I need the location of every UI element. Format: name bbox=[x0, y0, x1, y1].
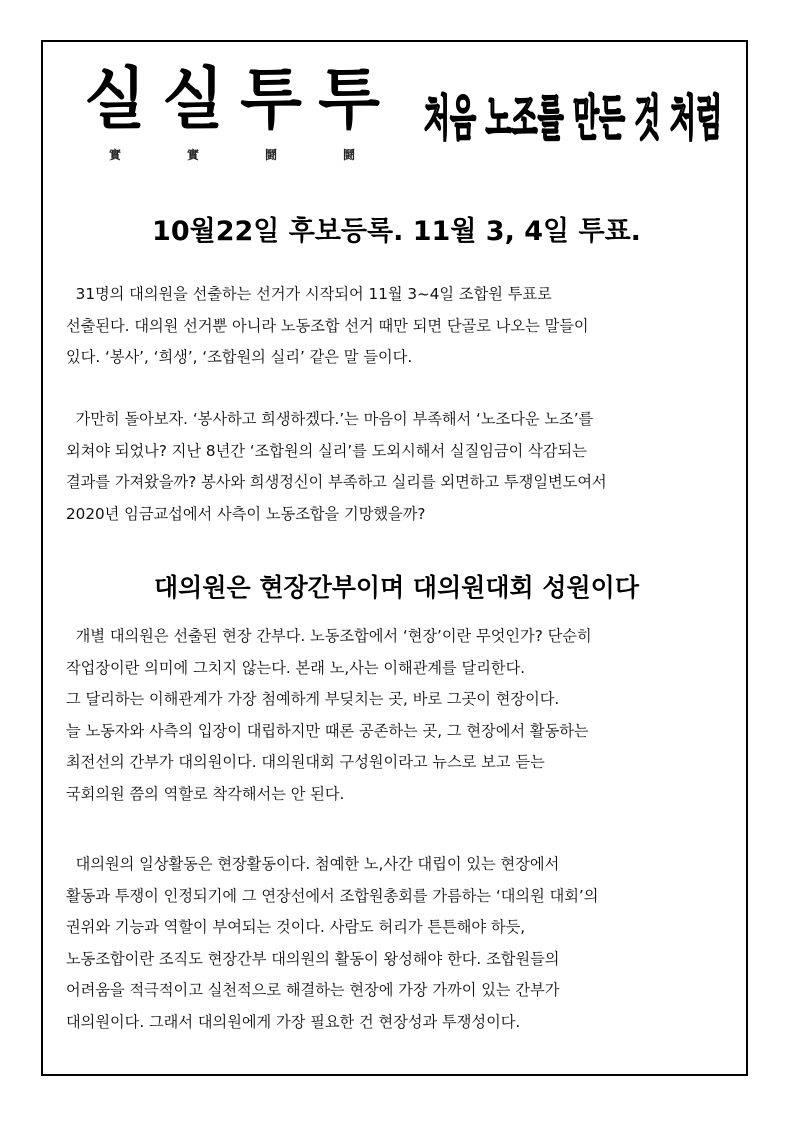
masthead-title bbox=[78, 62, 386, 138]
paragraph bbox=[66, 621, 731, 810]
masthead-title-char: 투 bbox=[318, 61, 380, 139]
paragraph-line: 있다. ‘봉사’, ‘희생’, ‘조합원의 실리’ 같은 말 들이다. bbox=[66, 348, 413, 366]
paragraph-line: 선출된다. 대의원 선거뿐 아니라 노동조합 선거 때만 되면 단골로 나오는 말들이 bbox=[66, 316, 589, 335]
masthead-hanja-char: 鬪 bbox=[342, 148, 355, 162]
paragraph-line: 노동조합이란 조직도 현장간부 대의원의 활동이 왕성해야 한다. 조합원들의 bbox=[66, 949, 560, 968]
paragraph-line: 31명의 대의원을 선출하는 선거가 시작되어 11월 3~4일 조합원 투표로 bbox=[66, 285, 552, 303]
paragraph-line: 외쳐야 되었나? 지난 8년간 ‘조합원의 실리’를 도외시해서 실질임금이 삭감되는 bbox=[66, 441, 587, 460]
headline: 10월22일 후보등록. 11월 3, 4일 투표. bbox=[152, 216, 641, 247]
paragraph-line: 그 달리하는 이해관계가 가장 첨예하게 부딪치는 곳, 바로 그곳이 현장이다. bbox=[66, 690, 560, 708]
slogan-wordart bbox=[418, 62, 728, 172]
paragraph-line: 작업장이란 의미에 그치지 않는다. 본래 노,사는 이해관계를 달리한다. bbox=[66, 658, 526, 677]
masthead-hanja-char: 實 bbox=[108, 148, 121, 162]
masthead-hanja-char: 實 bbox=[186, 148, 199, 162]
slogan-text: 처음 노조를 만든 것 처럼 bbox=[424, 90, 722, 147]
paragraph-line: 개별 대의원은 선출된 현장 간부다. 노동조합에서 ‘현장’이란 무엇인가? 단순히 bbox=[66, 627, 592, 645]
masthead-title-char: 실 bbox=[84, 61, 146, 139]
paragraph-line: 활동과 투쟁이 인정되기에 그 연장선에서 조합원총회를 가름하는 ‘대의원 대회’의 bbox=[66, 886, 599, 905]
paragraph-line: 대의원의 일상활동은 현장활동이다. 첨예한 노,사간 대립이 있는 현장에서 bbox=[66, 855, 560, 873]
masthead-title-char: 실 bbox=[162, 61, 224, 139]
paragraph-line: 늘 노동자와 사측의 입장이 대립하지만 때론 공존하는 곳, 그 현장에서 활동하는 bbox=[66, 721, 589, 740]
paragraph-line: 국회의원 쯤의 역할로 착각해서는 안 된다. bbox=[66, 784, 345, 803]
paragraph-line: 가만히 돌아보자. ‘봉사하고 희생하겠다.’는 마음이 부족해서 ‘노조다운 노조’를 bbox=[66, 410, 594, 428]
paragraph bbox=[66, 849, 731, 1038]
paragraph-line: 최전선의 간부가 대의원이다. 대의원대회 구성원이라고 뉴스로 보고 듣는 bbox=[66, 753, 545, 771]
paragraph-line: 어려움을 적극적이고 실천적으로 해결하는 현장에 가장 가까이 있는 간부가 bbox=[66, 981, 560, 999]
masthead-title-char: 투 bbox=[240, 61, 302, 139]
masthead-hanja bbox=[78, 146, 386, 163]
subheadline: 대의원은 현장간부이며 대의원대회 성원이다 bbox=[154, 573, 639, 602]
paragraph bbox=[66, 404, 731, 530]
paragraph bbox=[66, 279, 731, 374]
paragraph-line: 2020년 임금교섭에서 사측이 노동조합을 기망했을까? bbox=[66, 504, 426, 523]
paragraph-line: 권위와 기능과 역할이 부여되는 것이다. 사람도 허리가 튼튼해야 하듯, bbox=[66, 918, 526, 936]
masthead-hanja-char: 鬪 bbox=[264, 148, 277, 162]
paragraph-line: 대의원이다. 그래서 대의원에게 가장 필요한 건 현장성과 투쟁성이다. bbox=[66, 1012, 521, 1031]
paragraph-line: 결과를 가져왔을까? 봉사와 희생정신이 부족하고 실리를 외면하고 투쟁일변도여서 bbox=[66, 473, 607, 491]
